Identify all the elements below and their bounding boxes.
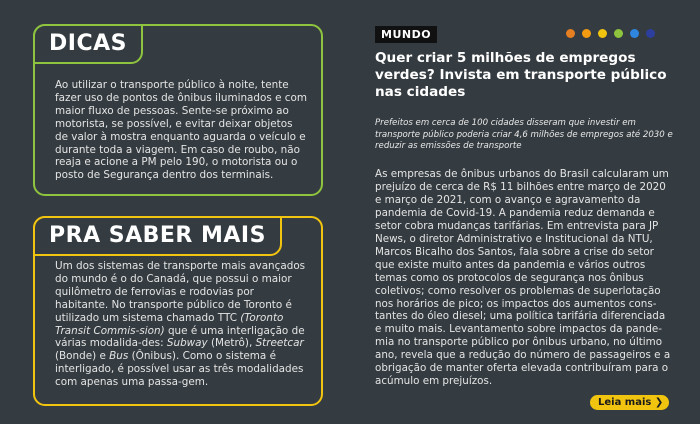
color-dot [582, 29, 591, 38]
color-dot [614, 29, 623, 38]
pra-saber-mais-title: PRA SABER MAIS [33, 216, 282, 256]
dicas-text: Ao utilizar o transporte público à noite, tente fazer uso de pontos de ônibus iluminados e com maior fluxo de pessoas. Sente-se próximo ao motorista, se possível, e evitar deixar objetos de valor à mostra enquanto aguarda o veículo e durante toda a viagem. Em caso de roubo, não reaja e acione a PM pelo 190, o motorista ou o posto de Segurança dentro dos terminais. [55, 79, 307, 182]
color-dot [630, 29, 639, 38]
color-dot [566, 29, 575, 38]
section-tag: MUNDO [375, 26, 437, 43]
dicas-box [33, 24, 323, 196]
color-dot [646, 29, 655, 38]
article-headline[interactable]: Quer criar 5 milhões de empregos verdes? Invista em transporte público nas cidades [375, 50, 667, 100]
article-subheadline: Prefeitos em cerca de 100 cidades disseram que investir em transporte público poderia criar 4,6 milhões de empregos até 2030 e reduzir as emissões de transporte [375, 118, 673, 152]
read-more-button[interactable]: Leia mais ❯ [590, 395, 669, 410]
pra-saber-mais-text: Um dos sistemas de transporte mais avançados do mundo é o do Canadá, que possui o maior quilômetro de ferrovias e rodovias por habitante. No transporte público de Toronto é utilizado um sistema chamado TTC (Toronto Transit Commis-sion) que é uma interligação de várias modalida-des: Subway (Metrô), Streetcar (Bonde) e Bus (Ônibus). Como o sistema é interligado, é possível usar as três modalidades com apenas uma passa-gem. [55, 260, 306, 389]
color-dot [598, 29, 607, 38]
article-body: As empresas de ônibus urbanos do Brasil calcularam um prejuízo de cerca de R$ 11 bilhões entre março de 2020 e março de 2021, com o avanço e agravamento da pandemia de Covid-19. A pandemia reduz demanda e setor cobra mudanças tarifárias. Em entrevista para JP News, o diretor Administrativo e Institucional da NTU, Marcos Bicalho dos Santos, fala sobre a crise do setor que existe muito antes da pandemia e vários outros temas como os protocolos de segurança nos ônibus coletivos; como resolver os problemas de superlotação nos horários de pico; os impactos dos aumentos cons-tantes do óleo diesel; uma política tarifária diferenciada e muito mais. Levantamento sobre impactos da pande-mia no transporte público por ônibus urbano, no último ano, revela que a redução do número de passageiros e a obrigação de manter oferta elevada contribuíram para o acúmulo em prejuízos. [375, 168, 671, 388]
pra-saber-mais-box [33, 216, 323, 406]
dicas-title: DICAS [33, 24, 143, 64]
color-dots [566, 29, 655, 38]
